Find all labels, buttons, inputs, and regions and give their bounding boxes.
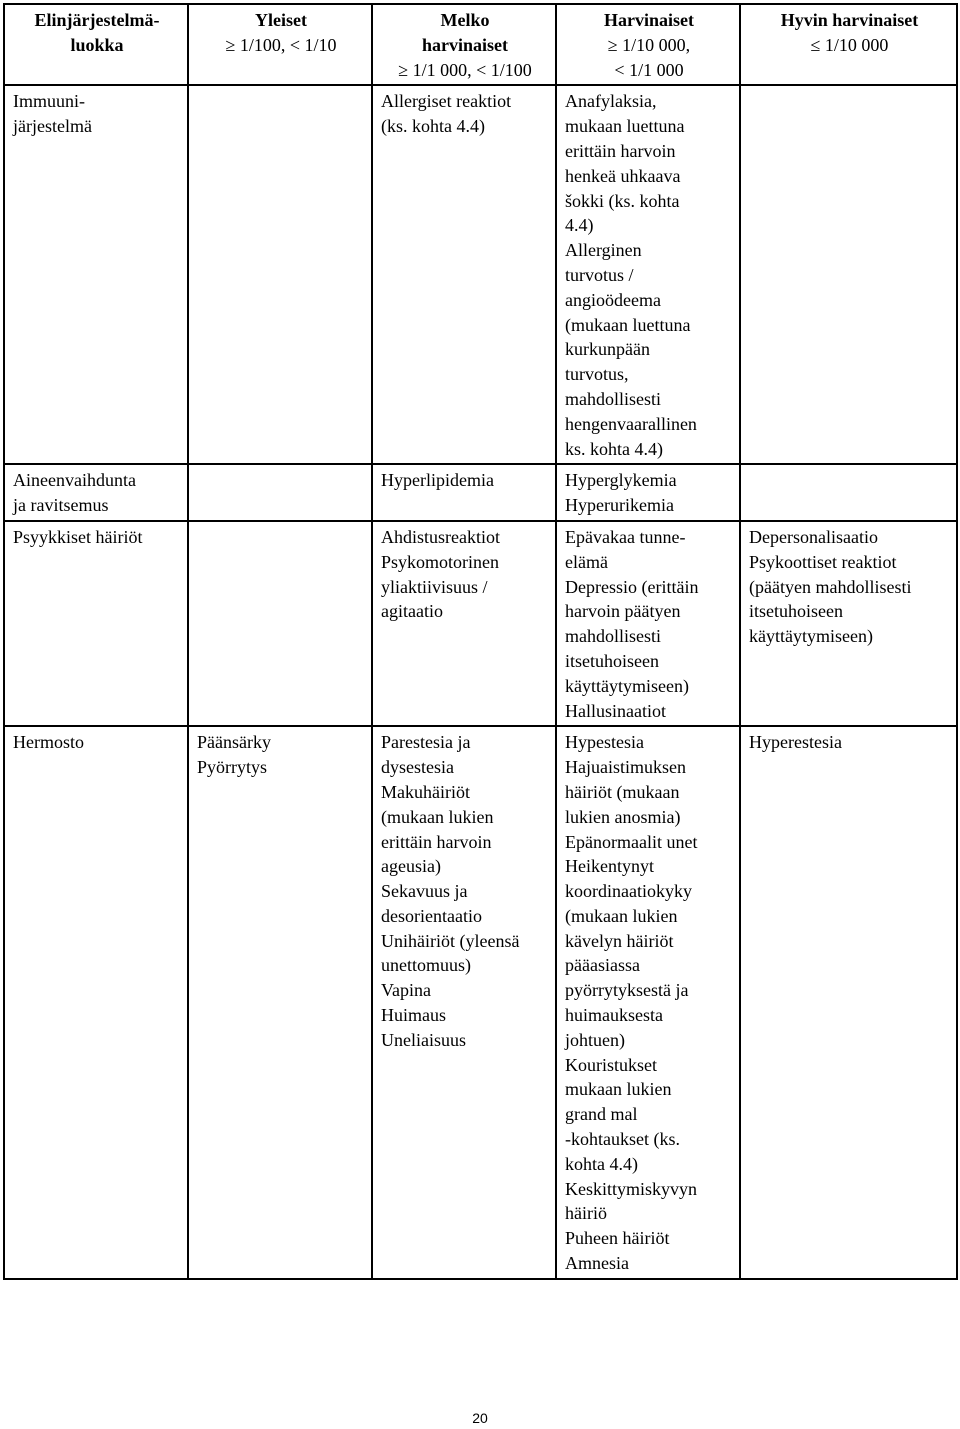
cell-line: Unihäiriöt (yleensä [381,930,520,951]
cell-very-rare [740,521,957,726]
cell-line: Vapina [381,980,431,1001]
table-row [4,521,957,726]
cell-line: pyörrytyksestä ja [565,980,689,1001]
cell-line: Hajuaistimuksen [565,757,686,778]
cell-line: lukien anosmia) [565,806,681,827]
cell-line: Uneliaisuus [381,1029,466,1050]
table-body [4,85,957,1278]
cell-line: 4.4) [565,215,594,236]
cell-line: Päänsärky [197,732,271,753]
cell-line: unettomuus) [381,955,471,976]
cell-line: mukaan lukien [565,1079,672,1100]
cell-line: Huimaus [381,1005,446,1026]
cell-common [188,521,372,726]
header-rare: Harvinaiset ≥ 1/10 000, < 1/1 000 [556,4,740,85]
cell-line: huimauksesta [565,1005,663,1026]
cell-line: Hyperurikemia [565,495,674,516]
cell-line: hengenvaarallinen [565,413,697,434]
cell-organ [4,521,188,726]
cell-line: Allergiset reaktiot [381,91,512,112]
cell-line: turvotus, [565,364,629,385]
cell-line: järjestelmä [13,116,92,137]
cell-rare [556,85,740,464]
cell-line: Amnesia [565,1253,629,1274]
header-row [4,4,957,85]
cell-line: ageusia) [381,856,441,877]
header-uncommon: Melko harvinaiset ≥ 1/1 000, < 1/100 [372,4,556,85]
cell-line: Depressio (erittäin [565,576,699,597]
cell-line: Keskittymiskyvyn [565,1178,698,1199]
page-number: 20 [472,1410,488,1426]
cell-line: (ks. kohta 4.4) [381,116,485,137]
cell-line: Parestesia ja [381,732,471,753]
cell-line: Depersonalisaatio [749,526,878,547]
cell-line: Epänormaalit unet [565,831,698,852]
cell-line: Aineenvaihdunta [13,470,136,491]
cell-line: agitaatio [381,601,443,622]
cell-line: ja ravitsemus [13,495,109,516]
cell-line: itsetuhoiseen [565,650,659,671]
cell-line: (mukaan lukien [565,905,678,926]
cell-line: Hyperlipidemia [381,470,494,491]
cell-line: Hermosto [13,732,84,753]
cell-line: šokki (ks. kohta [565,190,680,211]
cell-line: kävelyn häiriöt [565,930,674,951]
cell-line: yliaktiivisuus / [381,576,488,597]
cell-line: dysestesia [381,757,454,778]
cell-line: (mukaan luettuna [565,314,691,335]
header-common: Yleiset ≥ 1/100, < 1/10 [188,4,372,85]
cell-line: käyttäytymiseen) [749,626,873,647]
cell-line: Makuhäiriöt [381,781,470,802]
cell-common [188,726,372,1279]
cell-line: Psykoottiset reaktiot [749,551,897,572]
cell-line: Psyykkiset häiriöt [13,526,143,547]
cell-line: (mukaan lukien [381,806,494,827]
cell-organ [4,726,188,1279]
cell-line: ks. kohta 4.4) [565,438,663,459]
cell-common [188,464,372,521]
cell-line: Ahdistusreaktiot [381,526,500,547]
cell-line: desorientaatio [381,905,482,926]
cell-line: elämä [565,551,608,572]
cell-line: kurkunpään [565,339,650,360]
cell-line: Hyperglykemia [565,470,677,491]
cell-line: Epävakaa tunne- [565,526,686,547]
cell-rare [556,521,740,726]
cell-line: mahdollisesti [565,626,661,647]
adverse-reactions-table [3,3,958,1280]
cell-line: koordinaatiokyky [565,881,692,902]
cell-very-rare [740,85,957,464]
cell-line: mahdollisesti [565,388,661,409]
cell-line: häiriö [565,1203,607,1224]
cell-line: angioödeema [565,289,661,310]
header-very-rare: Hyvin harvinaiset ≤ 1/10 000 [740,4,957,85]
cell-line: Kouristukset [565,1054,657,1075]
cell-rare [556,726,740,1279]
cell-line: Sekavuus ja [381,881,468,902]
cell-line: harvoin päätyen [565,601,681,622]
table-row [4,726,957,1279]
cell-line: -kohtaukset (ks. [565,1129,680,1150]
cell-line: johtuen) [565,1029,625,1050]
cell-line: Anafylaksia, [565,91,657,112]
cell-organ [4,85,188,464]
cell-line: mukaan luettuna [565,116,685,137]
table-row [4,85,957,464]
cell-uncommon [372,464,556,521]
cell-line: erittäin harvoin [381,831,492,852]
header-organ-class: Elinjärjestelmä- luokka [4,4,188,85]
cell-common [188,85,372,464]
cell-line: Immuuni- [13,91,85,112]
table-row [4,464,957,521]
cell-line: Hallusinaatiot [565,700,666,721]
cell-rare [556,464,740,521]
cell-line: Hyperestesia [749,732,842,753]
cell-line: itsetuhoiseen [749,601,843,622]
cell-uncommon [372,85,556,464]
cell-uncommon [372,521,556,726]
cell-line: Puheen häiriöt [565,1228,670,1249]
cell-line: henkeä uhkaava [565,165,681,186]
cell-line: kohta 4.4) [565,1153,638,1174]
cell-line: pääasiassa [565,955,640,976]
cell-line: Pyörrytys [197,757,268,778]
cell-very-rare [740,726,957,1279]
cell-line: häiriöt (mukaan [565,781,680,802]
cell-line: (päätyen mahdollisesti [749,576,912,597]
cell-line: käyttäytymiseen) [565,675,689,696]
cell-line: turvotus / [565,264,634,285]
cell-line: Heikentynyt [565,856,654,877]
cell-line: grand mal [565,1104,638,1125]
cell-line: Allerginen [565,240,642,261]
cell-uncommon [372,726,556,1279]
cell-line: Psykomotorinen [381,551,500,572]
cell-line: Hypestesia [565,732,644,753]
cell-organ [4,464,188,521]
cell-line: erittäin harvoin [565,140,676,161]
cell-very-rare [740,464,957,521]
